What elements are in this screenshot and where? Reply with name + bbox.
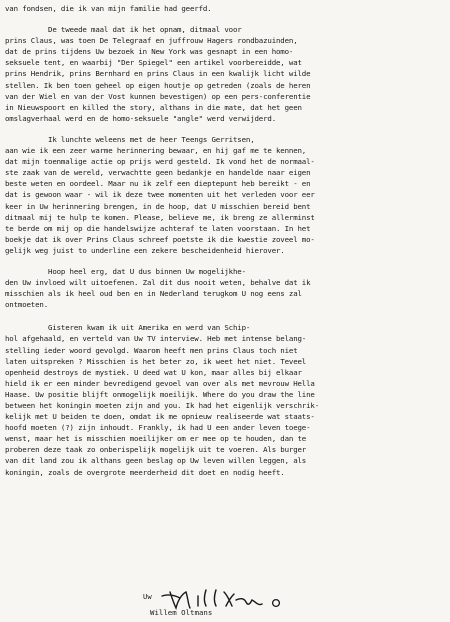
paragraph-teengs bbox=[5, 134, 440, 256]
text-line: misschien als ik heel oud ben en in Nederland terugkom U nog eens zal bbox=[5, 289, 302, 299]
text-line: prins Claus, was toen De Telegraaf en juffrouw Hagers rondbazuinden, bbox=[5, 36, 298, 46]
text-line: laten uitspreken ? Misschien is het beter zo, ik weet het niet. Teveel bbox=[5, 356, 307, 366]
text-line: te berde om mij op die handelswijze achteraf te laten voorstaan. In het bbox=[5, 223, 311, 233]
paragraph-hoop bbox=[5, 266, 440, 310]
text-line: hield ik er een minder bevredigend gevoel van over als met mevrouw Hella bbox=[5, 378, 315, 388]
text-line: hoofd moeten (?) zijn inhoudt. Frankly, ik had U een ander leven toege- bbox=[5, 423, 311, 433]
text-line: Hoop heel erg, dat U dus binnen Uw mogelijkhe- bbox=[5, 266, 246, 276]
text-line: dat is gewoon waar - wil ik deze twee momenten uit het verleden voor eer bbox=[5, 190, 315, 200]
paragraph-gap bbox=[5, 124, 440, 134]
text-line: openheid destroys de mystiek. U deed wat U kon, maar alles bij elkaar bbox=[5, 367, 302, 377]
text-line: omslagverhaal werd en de homo-seksuele "angle" werd verwijderd. bbox=[5, 113, 276, 123]
text-line: in Nieuwspoort en killed the story, althans in die mate, dat het geen bbox=[5, 102, 302, 112]
paragraph-gap bbox=[5, 14, 440, 24]
text-line: boekje dat ik over Prins Claus schreef poetste ik die kwestie zoveel mo- bbox=[5, 234, 315, 244]
text-line: stellen. Ik ben toen geheel op eigen houtje op getreden (zoals de heren bbox=[5, 80, 311, 90]
text-line: dat mijn toenmalige actie op prijs werd gesteld. Ik vond het de normaal- bbox=[5, 157, 315, 167]
text-line: wenst, maar het is misschien moeilijker om er mee op te houden, dan te bbox=[5, 434, 307, 444]
text-line: van der Wiel en van der Vost kunnen bevestigen) op een pers-conferentie bbox=[5, 91, 311, 101]
text-line: Haase. Uw positie blijft onmogelijk moeilijk. Where do you draw the line bbox=[5, 389, 315, 399]
text-line: aan wie ik een zeer warme herinnering bewaar, en hij gaf me te kennen, bbox=[5, 146, 307, 156]
text-line: De tweede maal dat ik het opnam, ditmaal voor bbox=[5, 25, 242, 35]
text-line: Ik lunchte weleens met de heer Teengs Gerritsen, bbox=[5, 134, 255, 144]
text-line: seksuele tent, en waarbij "Der Spiegel" een artikel voorbereidde, wat bbox=[5, 58, 302, 68]
text-line: stelling ieder woord gevolgd. Waarom heeft men prins Claus toch niet bbox=[5, 345, 298, 355]
text-line: proberen deze taak zo onberispelijk mogelijk uit te voeren. Als burger bbox=[5, 445, 307, 455]
text-line: between het koningin moeten zijn and you. Ik had het eigenlijk verschrik- bbox=[5, 401, 320, 410]
paragraph-opening bbox=[5, 3, 440, 14]
letter-closing bbox=[0, 586, 450, 622]
paragraph-gisteren bbox=[5, 322, 440, 477]
signer-name: Willem Oltmans bbox=[150, 608, 213, 617]
paragraph-gap bbox=[5, 310, 440, 322]
text-line: keer in Uw herinnering brengen, in de hoop, dat U misschien bereid bent bbox=[5, 201, 311, 211]
text-line: van dit land zou ik althans geen beslag op Uw leven willen leggen, als bbox=[5, 456, 307, 466]
text-line: van fondsen, die ik van mijn familie had geerfd. bbox=[5, 4, 212, 13]
paragraph-telegraaf bbox=[5, 24, 440, 124]
text-line: beste weten en oordeel. Maar nu ik zelf een dieptepunt heb bereikt - en bbox=[5, 179, 311, 189]
text-line: ditmaal mij te hulp te komen. Please, believe me, ik breng ze allerminst bbox=[5, 212, 315, 222]
paragraph-gap bbox=[5, 256, 440, 266]
text-line: den Uw invloed wilt uitoefenen. Zal dit dus nooit weten, behalve dat ik bbox=[5, 278, 311, 288]
text-line: prins Hendrik, prins Bernhard en prins Claus in een kwalijk licht wilde bbox=[5, 69, 311, 79]
text-line: ste zaak van de wereld, verwachtte geen bedankje en handelde naar eigen bbox=[5, 168, 311, 178]
closing-word: Uw bbox=[143, 592, 152, 601]
text-line: kelijk met U beiden te doen, omdat ik me opnieuw realiseerde wat staats- bbox=[5, 412, 315, 422]
text-line: gelijk weg juist to underline een zekere bescheidenheid hierover. bbox=[5, 245, 285, 255]
text-line: dat de prins tijdens Uw bezoek in New York was gesnapt in een homo- bbox=[5, 47, 294, 57]
text-line: koningin, zoals de overgrote meerderheid dit doet en nodig heeft. bbox=[5, 467, 285, 477]
text-line: ontmoeten. bbox=[5, 300, 49, 310]
text-line: Gisteren kwam ik uit Amerika en werd van Schip- bbox=[5, 323, 251, 333]
text-line: hol afgehaald, en verteld van Uw TV interview. Heb met intense belang- bbox=[5, 334, 307, 344]
